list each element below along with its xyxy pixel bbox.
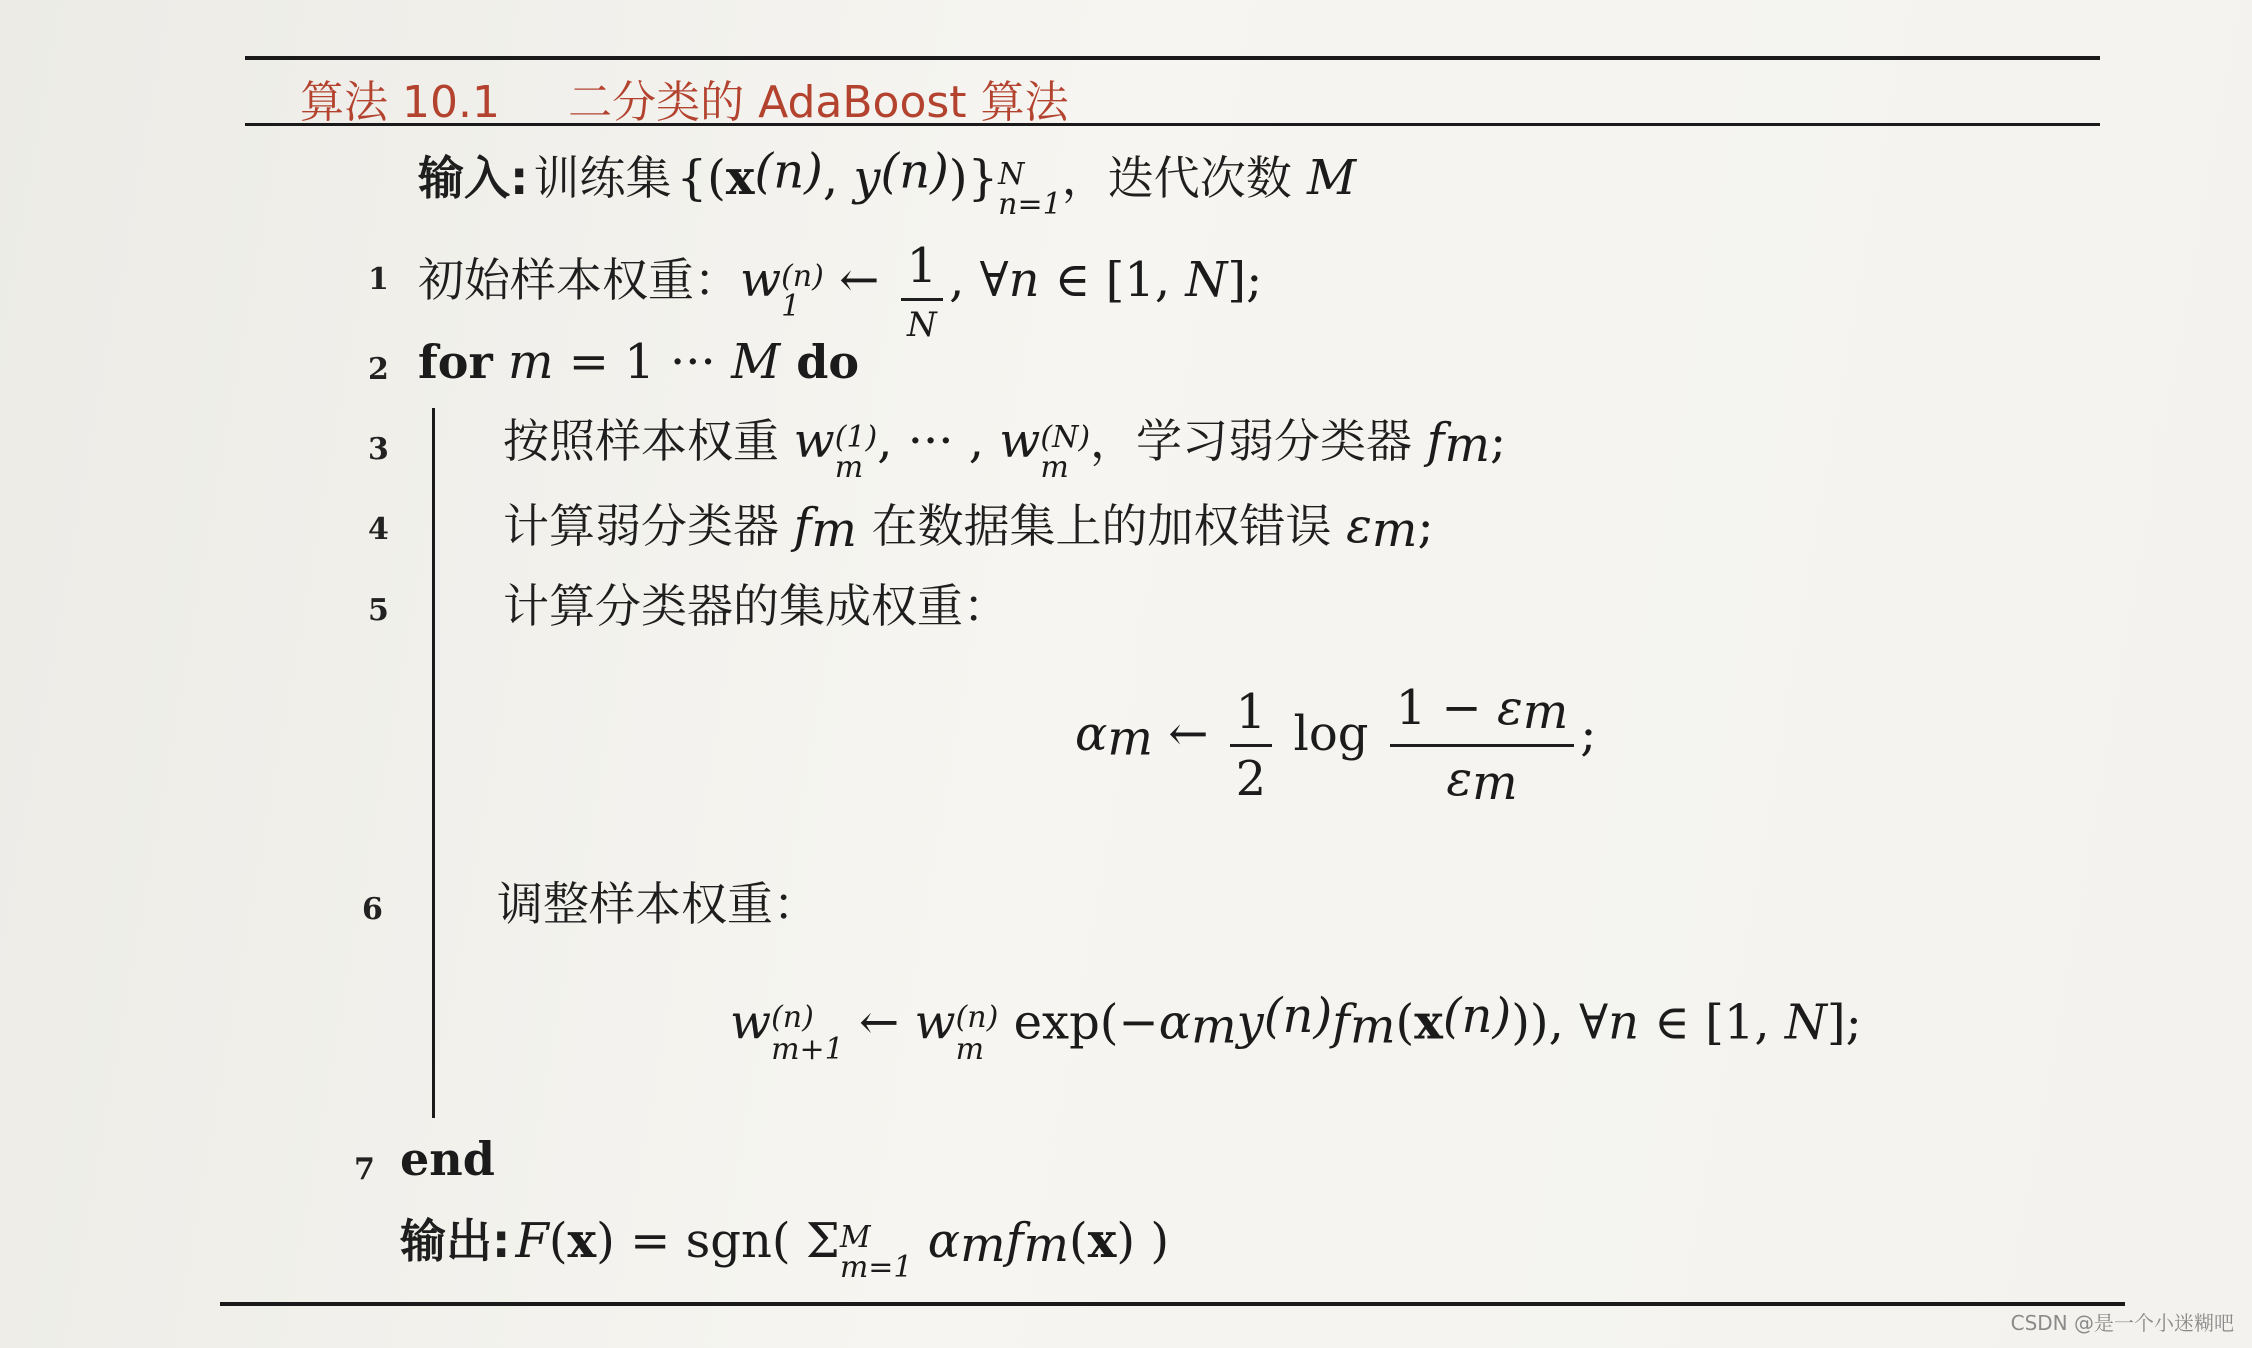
line-number-7: 7: [354, 1152, 375, 1187]
input-label: 输入:: [418, 151, 529, 205]
algorithm-header: [300, 66, 1069, 130]
watermark-text: CSDN @是一个小迷糊吧: [2010, 1311, 2234, 1335]
algo-line-2: for m = 1 ··· M do: [418, 334, 860, 390]
algo-line-3: 按照样本权重 w (1) m , ··· , w (N) m ，学习弱分类器 $f_m$;: [503, 413, 1507, 485]
line-number-2: 2: [368, 352, 389, 387]
end-keyword: end: [400, 1132, 495, 1186]
line-number-3: 3: [368, 432, 389, 467]
line-number-6: 6: [362, 892, 383, 927]
algo-line-1: 初始样本权重：w (n) 1 ← $\frac{1}{N}$ , ∀n ∈ [1, N];: [418, 238, 1263, 345]
output-line: 输出: F(x) = sgn( Σ M m=1 $\alpha_mf_m(x)$ ): [400, 1213, 1170, 1285]
loop-bar: [432, 408, 435, 1118]
algo-line-4: 计算弱分类器 $f_m$ 在数据集上的加权错误 $\varepsilon_m$;: [503, 498, 1434, 559]
algo-line-6: [497, 868, 819, 934]
algo-line-7: [400, 1132, 495, 1186]
line-number-5: 5: [368, 593, 389, 628]
algorithm-title: 二分类的 AdaBoost 算法: [568, 77, 1069, 128]
output-label: 输出:: [400, 1214, 511, 1268]
alpha-equation: $\alpha_m$ ← $\frac{1}{2}$ log $\frac{1 - \varepsilon_m}{\varepsilon_m}$ ;: [1075, 680, 1597, 812]
line-6-text: 调整样本权重：: [497, 877, 819, 931]
line-5-text: 计算分类器的集成权重：: [503, 579, 1009, 633]
input-text: 训练集: [533, 151, 672, 205]
input-line: 输入: 训练集 {($x^{(n)}$, $y^{(n)}$)} N n=1 ，迭代次数 M: [418, 143, 1357, 222]
algo-line-5: [503, 570, 1009, 636]
line-number-4: 4: [368, 512, 389, 547]
bottom-rule: [220, 1302, 2125, 1306]
weight-update-equation: w (n) m+1 ← w (n) m $\exp(-\alpha_my^{(n)}f_m(x^{(n)}))$, ∀n ∈ [1, N];: [730, 988, 1862, 1067]
line-number-1: 1: [368, 262, 389, 297]
top-rule: [245, 56, 2100, 60]
algorithm-label: 算法 10.1: [300, 77, 500, 128]
